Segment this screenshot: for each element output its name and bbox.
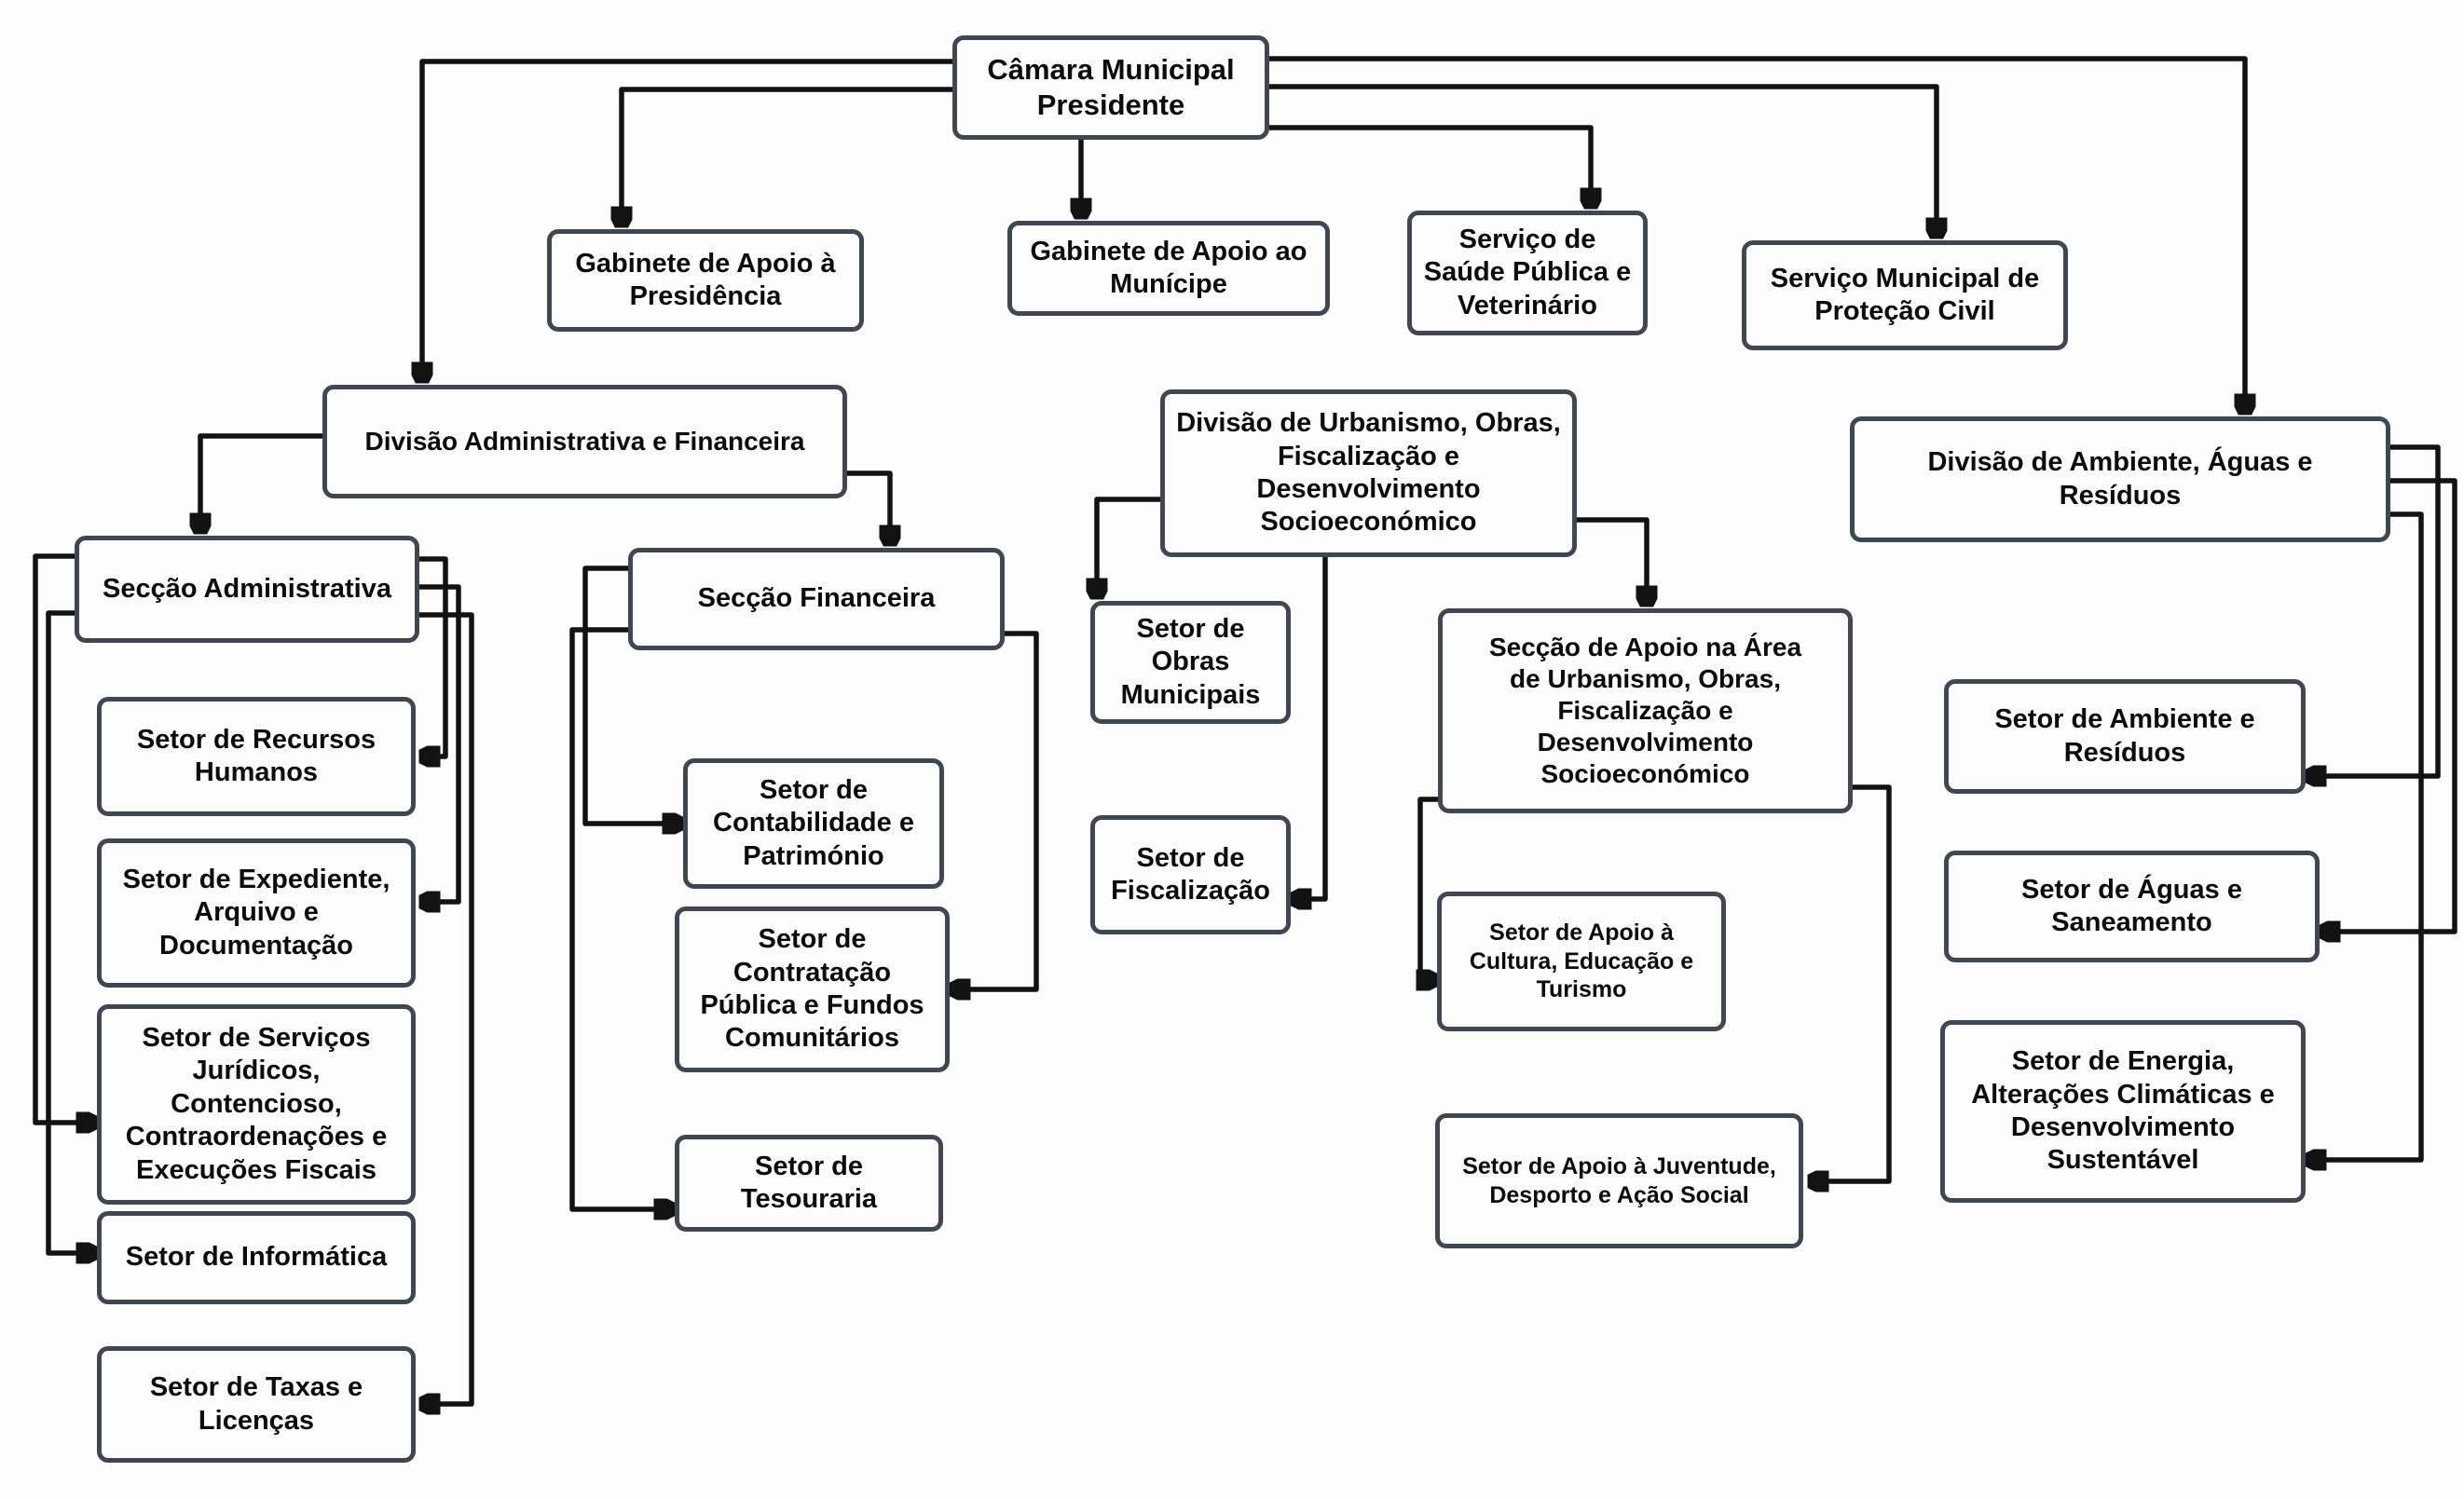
node-setor-fiscalizacao: Setor de Fiscalização xyxy=(1090,815,1291,934)
edge-camara-to-div-adm xyxy=(422,61,952,380)
node-setor-energia-alteracoes: Setor de Energia, Alterações Climáticas e Desenvolvimento Sustentável xyxy=(1940,1020,2306,1203)
edge-sec-apoio-to-s-juv xyxy=(1811,787,1889,1181)
edge-div-urb-to-s-fisc xyxy=(1294,557,1325,899)
node-setor-obras-municipais: Setor de Obras Municipais xyxy=(1090,601,1291,724)
edge-div-adm-to-sec-fin xyxy=(847,473,890,543)
node-divisao-administrativa-financeira: Divisão Administrativa e Financeira xyxy=(322,385,847,498)
node-setor-contabilidade: Setor de Contabilidade e Património xyxy=(683,758,944,889)
edge-div-adm-to-sec-adm xyxy=(200,436,322,531)
node-setor-contratacao-publica: Setor de Contratação Pública e Fundos Comunitários xyxy=(675,906,950,1072)
edge-div-amb-to-s-aguas xyxy=(2322,481,2455,932)
node-setor-ambiente-residuos: Setor de Ambiente e Resíduos xyxy=(1944,679,2306,794)
edge-sec-apoio-to-s-cult xyxy=(1420,799,1438,980)
edge-sec-adm-to-s-exped xyxy=(419,587,459,902)
edge-sec-fin-to-s-contrat xyxy=(952,634,1036,989)
node-setor-servicos-juridicos: Setor de Serviços Jurídicos, Contencioso, Contraordenações e Execuções Fiscais xyxy=(97,1004,416,1205)
node-setor-tesouraria: Setor de Tesouraria xyxy=(675,1135,943,1232)
node-seccao-financeira: Secção Financeira xyxy=(628,548,1005,650)
edge-div-urb-to-s-obras xyxy=(1097,499,1160,596)
node-gabinete-apoio-municipe: Gabinete de Apoio ao Munícipe xyxy=(1007,221,1330,316)
node-setor-recursos-humanos: Setor de Recursos Humanos xyxy=(97,697,416,816)
edge-div-urb-to-sec-apoio xyxy=(1577,520,1647,604)
node-setor-taxas-licencas: Setor de Taxas e Licenças xyxy=(97,1346,416,1463)
node-servico-protecao-civil: Serviço Municipal de Proteção Civil xyxy=(1742,240,2068,350)
edge-camara-to-saude xyxy=(1269,128,1591,206)
node-setor-aguas-saneamento: Setor de Águas e Saneamento xyxy=(1944,851,2320,962)
node-divisao-ambiente-aguas: Divisão de Ambiente, Águas e Resíduos xyxy=(1850,416,2390,542)
edge-sec-adm-to-s-inf xyxy=(48,613,94,1253)
node-seccao-apoio-urbanismo: Secção de Apoio na Área de Urbanismo, Obras, Fiscalização e Desenvolvimento Socioeconómico xyxy=(1438,608,1853,813)
node-setor-apoio-juventude: Setor de Apoio à Juventude, Desporto e Ação Social xyxy=(1435,1113,1803,1248)
edge-camara-to-gab-pres xyxy=(622,89,952,225)
node-divisao-urbanismo: Divisão de Urbanismo, Obras, Fiscalização e Desenvolvimento Socioeconómico xyxy=(1160,389,1577,557)
edge-div-amb-to-s-energia xyxy=(2308,514,2421,1160)
node-setor-informatica: Setor de Informática xyxy=(97,1211,416,1304)
node-servico-saude-publica: Serviço de Saúde Pública e Veterinário xyxy=(1407,211,1648,335)
node-setor-expediente-arquivo: Setor de Expediente, Arquivo e Documentação xyxy=(97,838,416,988)
node-seccao-administrativa: Secção Administrativa xyxy=(75,536,419,643)
node-setor-apoio-cultura: Setor de Apoio à Cultura, Educação e Turismo xyxy=(1437,892,1726,1031)
node-camara-municipal-presidente: Câmara Municipal Presidente xyxy=(952,35,1269,140)
node-gabinete-apoio-presidencia: Gabinete de Apoio à Presidência xyxy=(547,229,864,332)
